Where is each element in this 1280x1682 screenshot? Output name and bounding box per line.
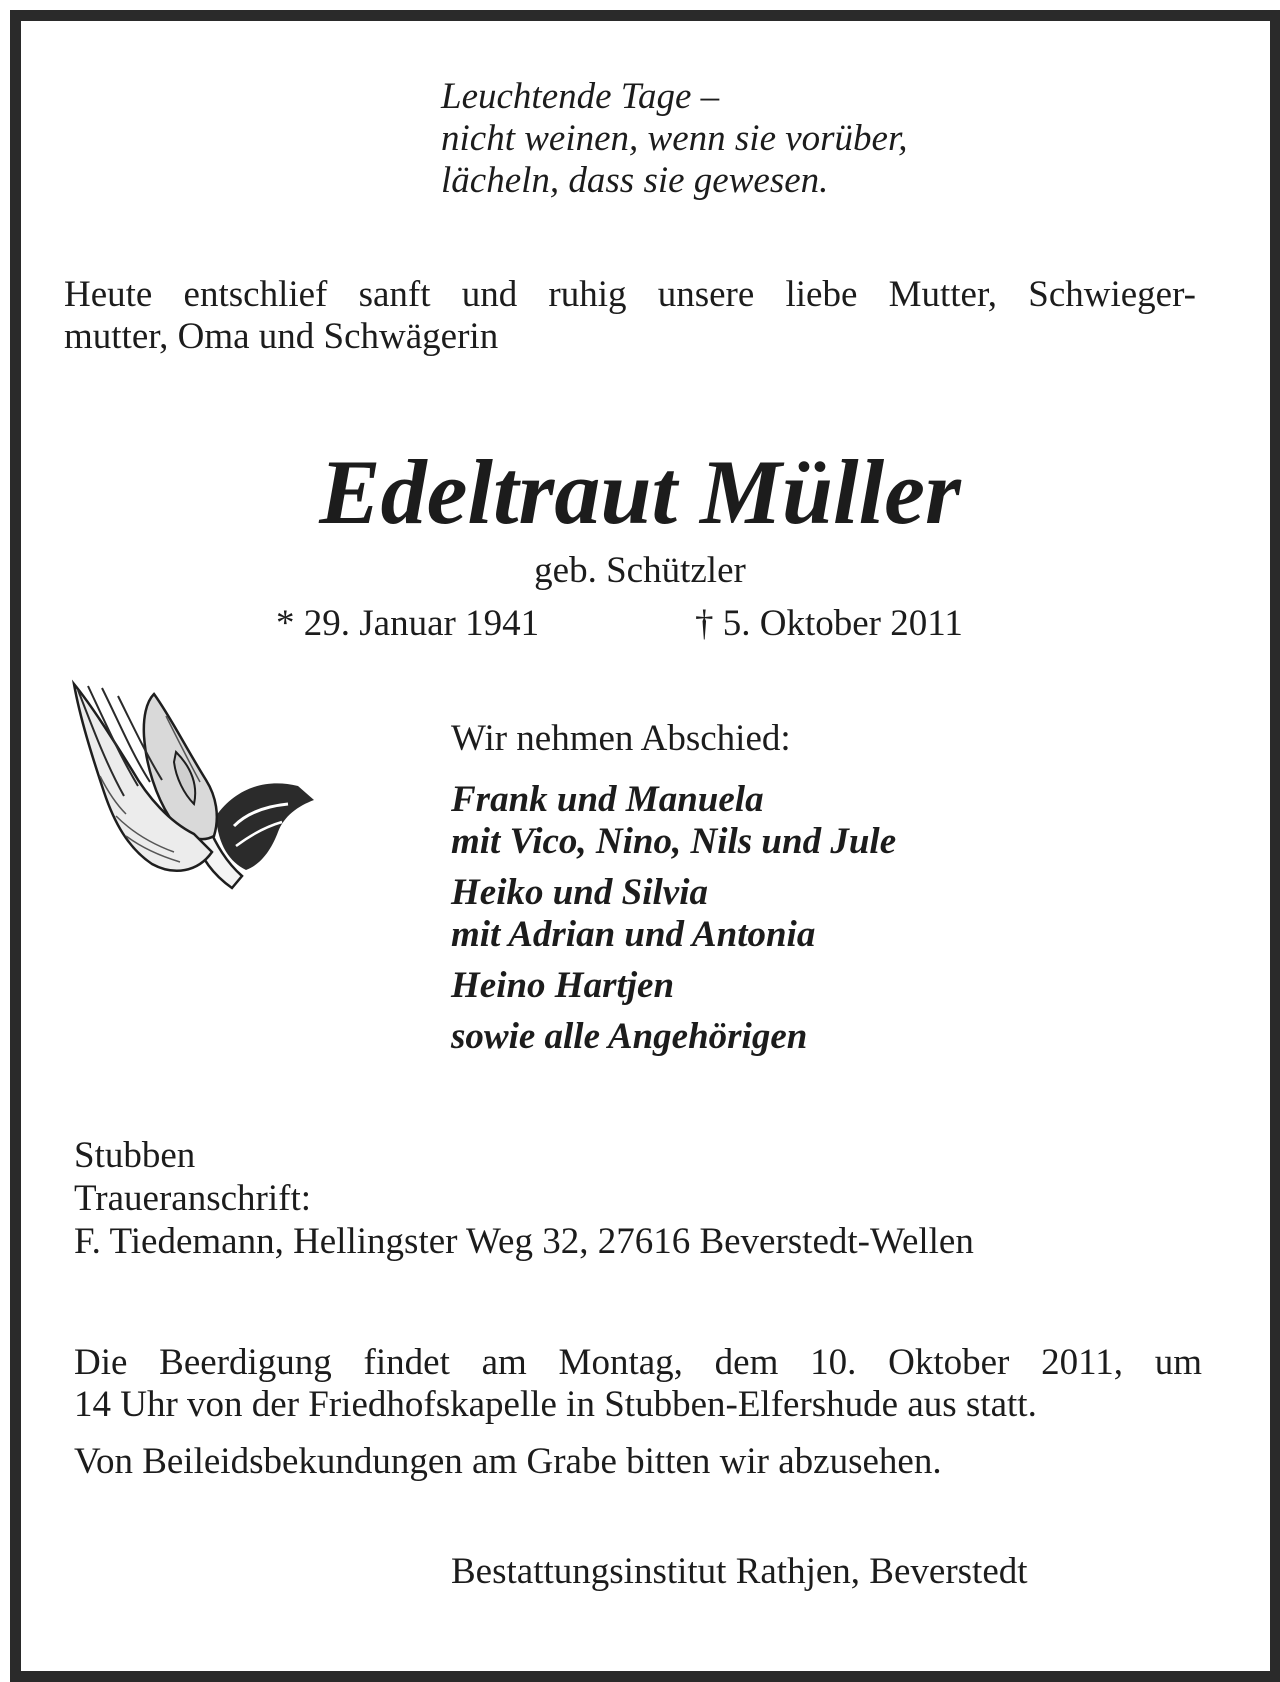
address-line: F. Tiedemann, Hellingster Weg 32, 27616 Beverstedt-Wellen bbox=[74, 1221, 974, 1262]
funeral-info bbox=[74, 1342, 1202, 1426]
mourner-group bbox=[451, 779, 896, 863]
mourner-line: Frank und Manuela bbox=[451, 779, 764, 820]
place-name: Stubben bbox=[74, 1135, 196, 1176]
birth-date: * 29. Januar 1941 bbox=[276, 603, 540, 644]
funeral-line: 14 Uhr von der Friedhofskapelle in Stubben-Elfershude aus statt. bbox=[74, 1384, 1037, 1425]
praying-hands-icon bbox=[66, 676, 316, 906]
address-label: Traueranschrift: bbox=[74, 1178, 312, 1219]
poem-line: Leuchtende Tage – bbox=[441, 76, 720, 117]
intro-line: Heute entschlief sanft und ruhig unsere liebe Mutter, Schwieger- bbox=[64, 274, 1196, 315]
death-date: † 5. Oktober 2011 bbox=[695, 603, 963, 644]
condolence-note: Von Beileidsbekundungen am Grabe bitten wir abzusehen. bbox=[74, 1441, 942, 1482]
deceased-name: Edeltraut Müller bbox=[319, 441, 961, 543]
mourner-group bbox=[451, 965, 896, 1007]
mourning-address bbox=[74, 1134, 974, 1263]
mourners-list bbox=[451, 779, 896, 1067]
funeral-line: Die Beerdigung findet am Montag, dem 10. Oktober 2011, um bbox=[74, 1342, 1202, 1383]
intro-line: mutter, Oma und Schwägerin bbox=[64, 316, 499, 357]
birth-name: geb. Schützler bbox=[534, 550, 746, 591]
mourner-group bbox=[451, 1016, 896, 1058]
poem-line: lächeln, dass sie gewesen. bbox=[441, 160, 829, 201]
intro-text bbox=[64, 274, 1196, 358]
mourner-line: sowie alle Angehörigen bbox=[451, 1016, 808, 1057]
poem bbox=[441, 76, 908, 202]
farewell-heading: Wir nehmen Abschied: bbox=[451, 718, 791, 759]
poem-line: nicht weinen, wenn sie vorüber, bbox=[441, 118, 908, 159]
undertaker-signature: Bestattungsinstitut Rathjen, Beverstedt bbox=[451, 1551, 1028, 1592]
mourner-group bbox=[451, 872, 896, 956]
mourner-line: mit Adrian und Antonia bbox=[451, 914, 816, 955]
mourner-line: Heiko und Silvia bbox=[451, 872, 708, 913]
mourner-line: Heino Hartjen bbox=[451, 965, 675, 1006]
mourner-line: mit Vico, Nino, Nils und Jule bbox=[451, 821, 897, 862]
